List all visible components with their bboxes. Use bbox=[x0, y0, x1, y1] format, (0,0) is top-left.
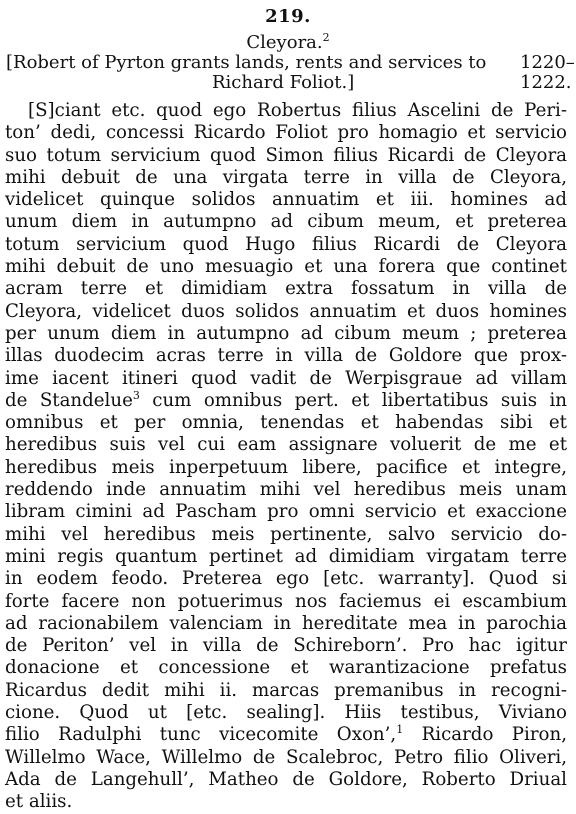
summary-line-2: Richard Foliot.] bbox=[212, 72, 355, 93]
text-line: [S]ciant etc. quod ego Robertus filius Ascelini de Peri- bbox=[28, 100, 567, 121]
text-line: acram terre et dimidiam extra fossatum in villa de bbox=[5, 278, 567, 300]
text-line: unum diem in autumpno ad cibum meum, et preterea bbox=[5, 211, 567, 233]
text-line: suo totum servicium quod Simon filius Ricardi de Cleyora bbox=[5, 144, 567, 166]
text-line: totum servicium quod Hugo filius Ricardi de Cleyora bbox=[5, 233, 567, 255]
heading-footnote-marker: 2 bbox=[322, 31, 330, 44]
footnote-marker: 3 bbox=[132, 388, 140, 402]
text-line: omnibus et per omnia, tenendas et habendas sibi et bbox=[5, 412, 567, 434]
text-line: mini regis quantum pertinet ad dimidiam virgatam terre bbox=[5, 545, 567, 567]
charter-date bbox=[520, 53, 575, 93]
text-line: heredibus meis inperpetuum libere, pacifice et integre, bbox=[5, 456, 567, 478]
charter-number: 219. bbox=[265, 6, 311, 27]
text-line bbox=[5, 724, 567, 746]
text-line: mihi debuit de uno mesuagio et una forera que continet bbox=[5, 256, 567, 278]
text-segment: filio Radulphi tunc vicecomite Oxon’, bbox=[5, 724, 397, 746]
text-line: per unum diem in autumpno ad cibum meum ; preterea bbox=[5, 322, 567, 344]
text-segment: Ricardo Piron, bbox=[403, 724, 567, 746]
text-line: mihi vel heredibus meis pertinente, salvo servicio do- bbox=[5, 523, 567, 545]
text-segment: cum omnibus pert. et libertatibus suis in bbox=[139, 389, 567, 411]
text-line: cione. Quod ut [etc. sealing]. Hiis testibus, Viviano bbox=[5, 702, 567, 724]
text-line: Cleyora, videlicet duos solidos annuatim et duos homines bbox=[5, 300, 567, 322]
date-line-2: 1222. bbox=[520, 72, 572, 93]
charter-heading bbox=[0, 32, 576, 53]
text-line: in eodem feodo. Preterea ego [etc. warranty]. Quod si bbox=[5, 568, 567, 590]
text-line: forte facere non potuerimus nos faciemus ei escambium bbox=[5, 590, 567, 612]
text-line: Ricardus dedit mihi ii. marcas premanibus in recogni- bbox=[5, 679, 567, 701]
text-line: Ada de Langehull’, Matheo de Goldore, Roberto Driual bbox=[5, 768, 567, 790]
charter-text bbox=[5, 100, 567, 814]
text-line: ad racionabilem valenciam in hereditate mea in parochia bbox=[5, 612, 567, 634]
text-line: libram cimini ad Pascham pro omni servicio et exaccione bbox=[5, 501, 567, 523]
text-line: videlicet quinque solidos annuatim et iii. homines ad bbox=[5, 189, 567, 211]
heading-place: Cleyora. bbox=[246, 32, 323, 53]
text-segment: de Standelue bbox=[5, 389, 133, 411]
text-line: ton’ dedi, concessi Ricardo Foliot pro homagio et servicio bbox=[5, 122, 567, 144]
charter-summary bbox=[6, 53, 512, 93]
text-line: de Periton’ vel in villa de Schireborn’. Pro hac igitur bbox=[5, 635, 567, 657]
text-line bbox=[5, 390, 567, 412]
text-line: reddendo inde annuatim mihi vel heredibus meis unam bbox=[5, 479, 567, 501]
text-line: donacione et concessione et warantizacione prefatus bbox=[5, 657, 567, 679]
summary-line-1: [Robert of Pyrton grants lands, rents and services to bbox=[6, 52, 487, 73]
date-line-1: 1220– bbox=[520, 52, 575, 73]
text-line: illas duodecim acras terre in villa de Goldore que prox- bbox=[5, 345, 567, 367]
text-line: ime iacent itineri quod vadit de Werpisgraue ad villam bbox=[5, 367, 567, 389]
text-line: Willelmo Wace, Willelmo de Scalebroc, Petro filio Oliveri, bbox=[5, 746, 567, 768]
footnote-marker: 1 bbox=[396, 723, 404, 737]
text-line: heredibus suis vel cui eam assignare voluerit de me et bbox=[5, 434, 567, 456]
text-line: mihi debuit de una virgata terre in villa de Cleyora, bbox=[5, 166, 567, 188]
text-line: et aliis. bbox=[5, 791, 73, 813]
